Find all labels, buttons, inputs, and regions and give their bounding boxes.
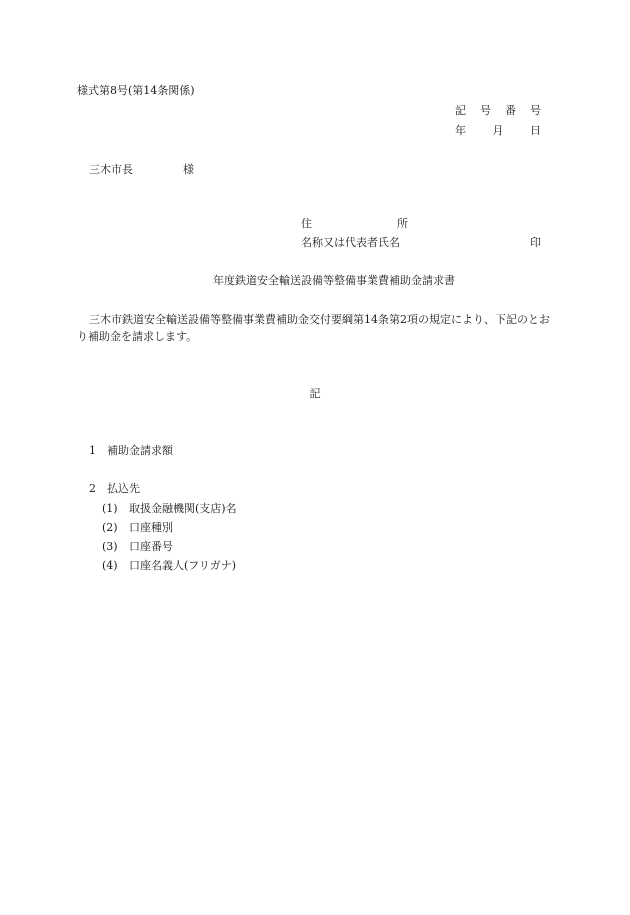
item-label: 払込先 [107,482,140,495]
doc-number-char: 記 [455,104,466,117]
item-number: 2 [89,482,96,495]
sub-item [89,521,237,540]
ki-heading-text: 記 [309,387,321,400]
date-day-label: 日 [530,124,541,137]
list-item [89,444,237,464]
addressee-honorific: 様 [183,163,194,176]
applicant-block [301,217,541,255]
sub-item-number: (4) [102,559,118,572]
sub-item [89,502,237,521]
item-number: 1 [89,444,96,457]
sub-item [89,540,237,559]
document-reference [455,104,541,144]
date-year-label: 年 [455,124,466,137]
doc-number-char: 号 [480,104,491,117]
date-month-label: 月 [492,124,504,137]
sub-item-label: 口座番号 [129,540,173,553]
sub-item-label: 口座名義人(フリガナ) [129,559,237,572]
document-title [0,274,630,287]
sub-item-number: (2) [102,521,118,534]
document-number-line [455,104,541,124]
document-title-text: 年度鉄道安全輸送設備等整備事業費補助金請求書 [213,274,455,287]
seal-label: 印 [530,236,541,249]
applicant-name-label: 名称又は代表者氏名 [301,236,400,249]
applicant-address-row [301,217,541,236]
doc-number-char: 番 [505,104,516,117]
addressee-mayor: 三木市長 [89,163,133,176]
document-date-line [455,124,541,144]
address-label-part2: 所 [397,217,408,230]
applicant-name-row [301,236,541,255]
item-label: 補助金請求額 [107,444,173,457]
items-list [89,444,237,578]
address-label-part1: 住 [301,217,312,230]
sub-item-number: (3) [102,540,118,553]
sub-item-number: (1) [102,502,118,515]
addressee [89,163,194,176]
body-paragraph [77,311,552,345]
body-paragraph-text: 三木市鉄道安全輸送設備等整備事業費補助金交付要綱第14条第2項の規定により、下記のとおり補助金を請求します。 [77,313,550,343]
ki-heading [0,387,630,400]
sub-item-label: 口座種別 [129,521,173,534]
sub-item-label: 取扱金融機関(支店)名 [129,502,237,515]
form-number: 様式第8号(第14条関係) [77,84,195,97]
doc-number-char: 号 [530,104,541,117]
sub-item [89,559,237,578]
list-item [89,482,237,502]
